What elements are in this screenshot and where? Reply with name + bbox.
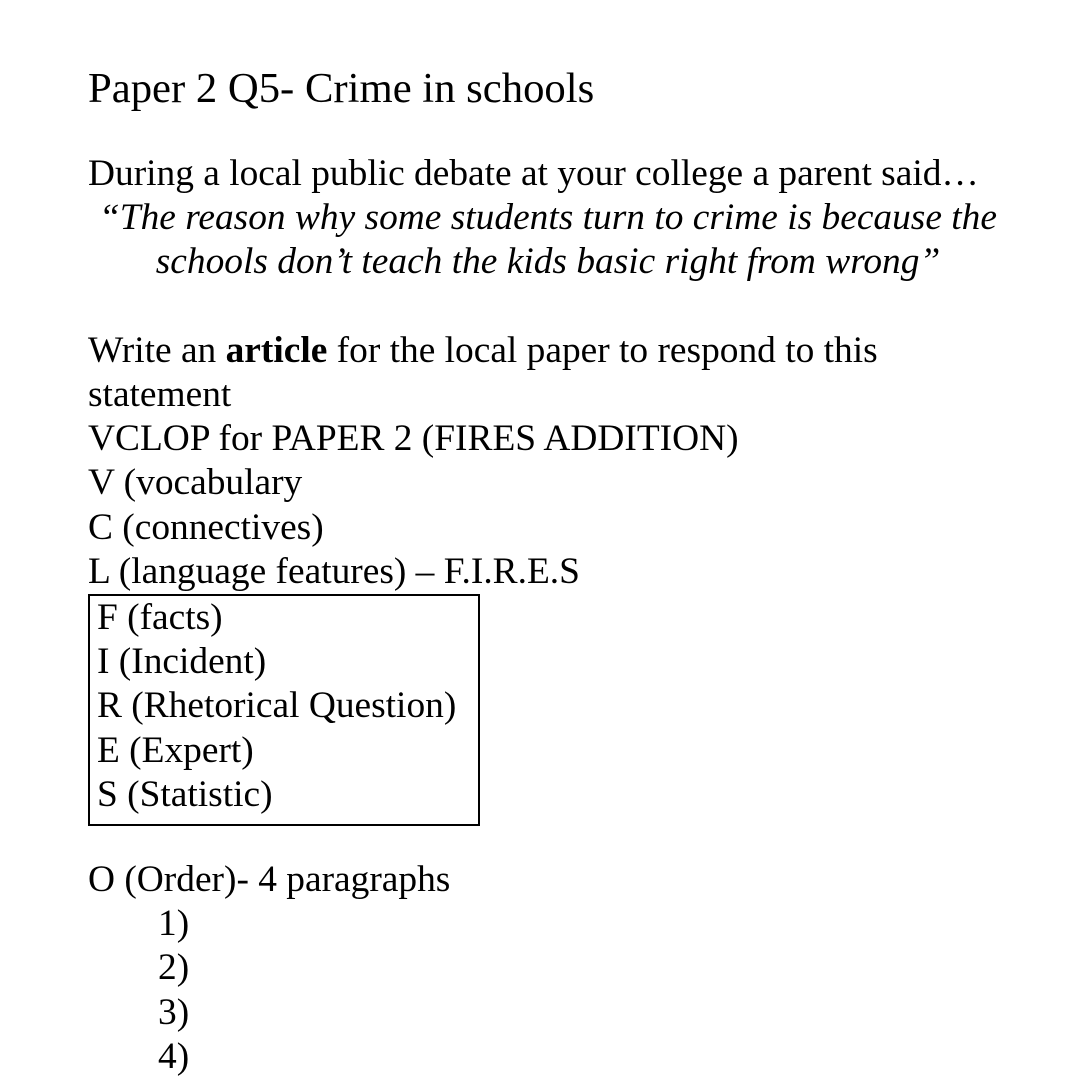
order-item-2: 2) [158, 947, 190, 989]
task-instruction [88, 329, 1008, 417]
fires-item-expert: E (Expert) [97, 729, 254, 771]
task-suffix: for the local paper to respond to this statement [88, 329, 878, 415]
vclop-item-language-features: L (language features) – F.I.R.E.S [88, 550, 580, 592]
intro-text: During a local public debate at your college a parent said… [88, 153, 979, 194]
fires-item-incident: I (Incident) [97, 641, 267, 683]
fires-item-statistic: S (Statistic) [97, 773, 273, 815]
fires-item-rhetorical-question: R (Rhetorical Question) [97, 685, 457, 727]
order-heading: O (Order)- 4 paragraphs [88, 859, 451, 901]
task-prefix: Write an [88, 329, 226, 371]
order-item-4: 4) [158, 1035, 190, 1077]
parent-quote: “The reason why some students turn to crime is because the schools don’t teach the kids basic right from wrong” [99, 197, 997, 283]
order-item-1: 1) [158, 903, 190, 945]
vclop-item-vocabulary: V (vocabulary [88, 462, 303, 504]
page-title: Paper 2 Q5- Crime in schools [88, 65, 595, 112]
vclop-heading: VCLOP for PAPER 2 (FIRES ADDITION) [88, 418, 739, 460]
fires-box [88, 594, 480, 826]
spacer [88, 115, 1008, 152]
spacer [88, 826, 1008, 858]
vclop-item-connectives: C (connectives) [88, 506, 324, 548]
task-bold-word: article [225, 329, 328, 371]
order-item-3: 3) [158, 991, 190, 1033]
spacer [88, 285, 1008, 329]
fires-item-facts: F (facts) [97, 597, 223, 639]
